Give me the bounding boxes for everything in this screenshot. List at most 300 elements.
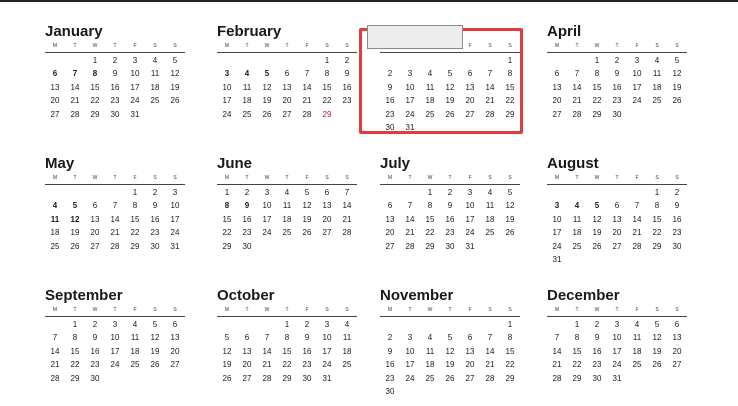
day-cell[interactable]: 14 bbox=[572, 82, 582, 92]
day-cell[interactable]: 8 bbox=[324, 69, 330, 79]
day-cell[interactable]: 10 bbox=[222, 82, 232, 92]
day-cell[interactable]: 10 bbox=[170, 201, 180, 211]
day-cell[interactable]: 28 bbox=[552, 373, 562, 383]
day-cell[interactable]: 6 bbox=[467, 333, 473, 343]
day-cell[interactable]: 16 bbox=[110, 82, 120, 92]
day-cell[interactable]: 16 bbox=[385, 360, 395, 370]
day-cell[interactable]: 19 bbox=[150, 346, 160, 356]
day-cell[interactable]: 27 bbox=[552, 109, 562, 119]
day-cell[interactable]: 17 bbox=[170, 214, 180, 224]
day-cell[interactable]: 30 bbox=[385, 386, 395, 396]
day-cell[interactable]: 16 bbox=[612, 82, 622, 92]
day-cell[interactable]: 10 bbox=[405, 82, 415, 92]
day-cell[interactable]: 26 bbox=[592, 241, 602, 251]
day-cell[interactable]: 28 bbox=[632, 241, 642, 251]
day-cell[interactable]: 2 bbox=[614, 56, 620, 65]
day-cell[interactable]: 19 bbox=[445, 96, 455, 106]
day-cell[interactable]: 18 bbox=[572, 228, 582, 238]
day-cell[interactable]: 27 bbox=[672, 360, 682, 370]
day-cell[interactable]: 6 bbox=[467, 69, 473, 79]
day-cell[interactable]: 11 bbox=[130, 333, 140, 343]
day-cell[interactable]: 2 bbox=[594, 320, 600, 329]
day-cell[interactable]: 19 bbox=[302, 214, 312, 224]
day-cell[interactable]: 17 bbox=[552, 228, 562, 238]
day-cell[interactable]: 7 bbox=[52, 333, 58, 343]
day-cell[interactable]: 12 bbox=[170, 69, 180, 79]
day-cell[interactable]: 23 bbox=[385, 373, 395, 383]
day-cell[interactable]: 6 bbox=[324, 188, 330, 197]
day-cell[interactable]: 1 bbox=[72, 320, 78, 329]
day-cell[interactable]: 8 bbox=[284, 333, 290, 343]
day-cell[interactable]: 21 bbox=[632, 228, 642, 238]
day-cell[interactable]: 15 bbox=[90, 82, 100, 92]
day-cell[interactable]: 7 bbox=[72, 69, 78, 79]
day-cell[interactable]: 1 bbox=[507, 56, 513, 65]
day-cell[interactable]: 2 bbox=[387, 333, 393, 343]
day-cell[interactable]: 26 bbox=[445, 109, 455, 119]
day-cell[interactable]: 25 bbox=[652, 96, 662, 106]
day-cell[interactable]: 22 bbox=[652, 228, 662, 238]
day-cell[interactable]: 30 bbox=[612, 109, 622, 119]
day-cell[interactable]: 8 bbox=[92, 69, 98, 79]
day-cell[interactable]: 23 bbox=[612, 96, 622, 106]
day-cell[interactable]: 21 bbox=[342, 214, 352, 224]
day-cell[interactable]: 2 bbox=[112, 56, 118, 65]
day-cell[interactable]: 30 bbox=[592, 373, 602, 383]
day-cell[interactable]: 11 bbox=[572, 214, 582, 224]
day-cell[interactable]: 10 bbox=[322, 333, 332, 343]
day-cell[interactable]: 9 bbox=[112, 69, 118, 79]
day-cell[interactable]: 23 bbox=[592, 360, 602, 370]
day-cell[interactable]: 28 bbox=[262, 373, 272, 383]
day-cell[interactable]: 12 bbox=[222, 346, 232, 356]
day-cell[interactable]: 1 bbox=[132, 188, 138, 197]
day-cell[interactable]: 20 bbox=[242, 360, 252, 370]
day-cell[interactable]: 13 bbox=[612, 214, 622, 224]
day-cell[interactable]: 17 bbox=[405, 96, 415, 106]
day-cell[interactable]: 30 bbox=[242, 241, 252, 251]
day-cell[interactable]: 19 bbox=[445, 360, 455, 370]
day-cell[interactable]: 13 bbox=[170, 333, 180, 343]
day-cell[interactable]: 3 bbox=[112, 320, 118, 329]
day-cell[interactable]: 29 bbox=[222, 241, 232, 251]
day-cell[interactable]: 25 bbox=[572, 241, 582, 251]
day-cell[interactable]: 7 bbox=[264, 333, 270, 343]
day-cell[interactable]: 19 bbox=[672, 82, 682, 92]
day-cell[interactable]: 17 bbox=[465, 214, 475, 224]
day-cell[interactable]: 9 bbox=[387, 346, 393, 356]
day-cell[interactable]: 8 bbox=[507, 69, 513, 79]
day-cell[interactable]: 13 bbox=[282, 82, 292, 92]
day-cell[interactable]: 4 bbox=[284, 188, 290, 197]
day-cell[interactable]: 7 bbox=[407, 201, 413, 211]
day-cell[interactable]: 31 bbox=[130, 109, 140, 119]
day-cell[interactable]: 12 bbox=[445, 346, 455, 356]
day-cell[interactable]: 27 bbox=[322, 228, 332, 238]
day-cell[interactable]: 3 bbox=[407, 69, 413, 79]
day-cell[interactable]: 20 bbox=[552, 96, 562, 106]
day-cell[interactable]: 29 bbox=[572, 373, 582, 383]
day-cell[interactable]: 29 bbox=[90, 109, 100, 119]
day-cell[interactable]: 26 bbox=[652, 360, 662, 370]
day-cell[interactable]: 5 bbox=[72, 201, 78, 211]
day-cell[interactable]: 1 bbox=[92, 56, 98, 65]
day-cell[interactable]: 1 bbox=[594, 56, 600, 65]
day-cell[interactable]: 21 bbox=[50, 360, 60, 370]
day-cell[interactable]: 6 bbox=[674, 320, 680, 329]
day-cell[interactable]: 19 bbox=[222, 360, 232, 370]
day-cell[interactable]: 14 bbox=[405, 214, 415, 224]
day-cell[interactable]: 29 bbox=[70, 373, 80, 383]
day-cell[interactable]: 28 bbox=[342, 228, 352, 238]
day-cell[interactable]: 18 bbox=[130, 346, 140, 356]
day-cell[interactable]: 12 bbox=[672, 69, 682, 79]
day-cell[interactable]: 15 bbox=[592, 82, 602, 92]
day-cell[interactable]: 18 bbox=[652, 82, 662, 92]
day-cell[interactable]: 17 bbox=[262, 214, 272, 224]
day-cell[interactable]: 27 bbox=[170, 360, 180, 370]
day-cell[interactable]: 23 bbox=[150, 228, 160, 238]
day-cell[interactable]: 7 bbox=[487, 69, 493, 79]
day-cell[interactable]: 13 bbox=[242, 346, 252, 356]
day-cell[interactable]: 25 bbox=[282, 228, 292, 238]
day-cell[interactable]: 18 bbox=[342, 346, 352, 356]
day-cell[interactable]: 25 bbox=[50, 241, 60, 251]
day-cell[interactable]: 17 bbox=[130, 82, 140, 92]
day-cell[interactable]: 15 bbox=[652, 214, 662, 224]
day-cell[interactable]: 30 bbox=[385, 122, 395, 132]
day-cell[interactable]: 22 bbox=[322, 96, 332, 106]
day-cell[interactable]: 22 bbox=[90, 96, 100, 106]
day-cell[interactable]: 14 bbox=[50, 346, 60, 356]
day-cell[interactable]: 26 bbox=[70, 241, 80, 251]
day-cell[interactable]: 7 bbox=[634, 201, 640, 211]
day-cell[interactable]: 25 bbox=[425, 109, 435, 119]
day-cell[interactable]: 10 bbox=[552, 214, 562, 224]
day-cell[interactable]: 22 bbox=[592, 96, 602, 106]
day-cell[interactable]: 1 bbox=[574, 320, 580, 329]
day-cell[interactable]: 31 bbox=[612, 373, 622, 383]
day-cell[interactable]: 27 bbox=[612, 241, 622, 251]
day-cell[interactable]: 16 bbox=[242, 214, 252, 224]
day-cell[interactable]: 17 bbox=[612, 346, 622, 356]
day-cell[interactable]: 16 bbox=[385, 96, 395, 106]
day-cell[interactable]: 13 bbox=[385, 214, 395, 224]
day-cell[interactable]: 3 bbox=[634, 56, 640, 65]
day-cell[interactable]: 5 bbox=[447, 69, 453, 79]
day-cell[interactable]: 1 bbox=[654, 188, 660, 197]
day-cell[interactable]: 5 bbox=[447, 333, 453, 343]
day-cell[interactable]: 29 bbox=[282, 373, 292, 383]
day-cell[interactable]: 11 bbox=[485, 201, 495, 211]
day-cell[interactable]: 9 bbox=[447, 201, 453, 211]
day-cell[interactable]: 10 bbox=[632, 69, 642, 79]
day-cell[interactable]: 13 bbox=[552, 82, 562, 92]
day-cell[interactable]: 28 bbox=[485, 109, 495, 119]
day-cell[interactable]: 2 bbox=[152, 188, 158, 197]
day-cell[interactable]: 16 bbox=[150, 214, 160, 224]
day-cell[interactable]: 10 bbox=[612, 333, 622, 343]
day-cell[interactable]: 11 bbox=[342, 333, 352, 343]
day-cell[interactable]: 12 bbox=[652, 333, 662, 343]
day-cell[interactable]: 8 bbox=[72, 333, 78, 343]
day-cell[interactable]: 1 bbox=[324, 56, 330, 65]
day-cell[interactable]: 12 bbox=[302, 201, 312, 211]
day-cell[interactable]: 10 bbox=[110, 333, 120, 343]
day-cell[interactable]: 18 bbox=[485, 214, 495, 224]
day-cell[interactable]: 23 bbox=[385, 109, 395, 119]
day-cell[interactable]: 13 bbox=[50, 82, 60, 92]
day-cell[interactable]: 24 bbox=[405, 373, 415, 383]
day-cell[interactable]: 16 bbox=[672, 214, 682, 224]
day-cell[interactable]: 16 bbox=[342, 82, 352, 92]
day-cell[interactable]: 25 bbox=[342, 360, 352, 370]
day-cell[interactable]: 21 bbox=[302, 96, 312, 106]
day-cell[interactable]: 9 bbox=[387, 82, 393, 92]
day-cell[interactable]: 24 bbox=[405, 109, 415, 119]
day-cell[interactable]: 31 bbox=[465, 241, 475, 251]
day-cell[interactable]: 24 bbox=[465, 228, 475, 238]
day-cell[interactable]: 24 bbox=[130, 96, 140, 106]
day-cell[interactable]: 19 bbox=[652, 346, 662, 356]
day-cell[interactable]: 28 bbox=[110, 241, 120, 251]
day-cell[interactable]: 3 bbox=[324, 320, 330, 329]
day-cell[interactable]: 10 bbox=[405, 346, 415, 356]
day-cell[interactable]: 19 bbox=[262, 96, 272, 106]
day-cell[interactable]: 11 bbox=[425, 82, 435, 92]
day-cell[interactable]: 21 bbox=[572, 96, 582, 106]
day-cell[interactable]: 5 bbox=[594, 201, 600, 211]
day-cell[interactable]: 18 bbox=[425, 96, 435, 106]
day-cell[interactable]: 18 bbox=[150, 82, 160, 92]
day-cell[interactable]: 13 bbox=[465, 346, 475, 356]
day-cell[interactable]: 8 bbox=[507, 333, 513, 343]
day-cell[interactable]: 22 bbox=[505, 360, 515, 370]
day-cell[interactable]: 6 bbox=[614, 201, 620, 211]
day-cell[interactable]: 11 bbox=[652, 69, 662, 79]
day-cell[interactable]: 20 bbox=[50, 96, 60, 106]
day-cell[interactable]: 12 bbox=[505, 201, 515, 211]
day-cell[interactable]: 24 bbox=[322, 360, 332, 370]
day-cell[interactable]: 2 bbox=[447, 188, 453, 197]
day-cell[interactable]: 26 bbox=[262, 109, 272, 119]
day-cell[interactable]: 15 bbox=[572, 346, 582, 356]
day-cell[interactable]: 6 bbox=[244, 333, 250, 343]
day-cell[interactable]: 19 bbox=[70, 228, 80, 238]
day-cell[interactable]: 15 bbox=[322, 82, 332, 92]
day-cell[interactable]: 23 bbox=[110, 96, 120, 106]
day-cell[interactable]: 29 bbox=[505, 373, 515, 383]
day-cell[interactable]: 15 bbox=[505, 82, 515, 92]
day-cell[interactable]: 20 bbox=[465, 360, 475, 370]
day-cell[interactable]: 6 bbox=[284, 69, 290, 79]
day-cell[interactable]: 6 bbox=[92, 201, 98, 211]
day-cell[interactable]: 7 bbox=[112, 201, 118, 211]
day-cell[interactable]: 3 bbox=[407, 333, 413, 343]
day-cell[interactable]: 5 bbox=[224, 333, 230, 343]
day-cell[interactable]: 23 bbox=[302, 360, 312, 370]
day-cell[interactable]: 27 bbox=[385, 241, 395, 251]
day-cell[interactable]: 3 bbox=[614, 320, 620, 329]
day-cell[interactable]: 24 bbox=[110, 360, 120, 370]
day-cell[interactable]: 22 bbox=[425, 228, 435, 238]
day-cell[interactable]: 4 bbox=[52, 201, 58, 211]
day-cell[interactable]: 14 bbox=[342, 201, 352, 211]
day-cell[interactable]: 9 bbox=[304, 333, 310, 343]
day-cell[interactable]: 17 bbox=[110, 346, 120, 356]
day-cell[interactable]: 14 bbox=[485, 82, 495, 92]
day-cell[interactable]: 4 bbox=[654, 56, 660, 65]
day-cell[interactable]: 24 bbox=[222, 109, 232, 119]
day-cell[interactable]: 3 bbox=[172, 188, 178, 197]
day-cell[interactable]: 9 bbox=[594, 333, 600, 343]
day-cell[interactable]: 29 bbox=[322, 109, 332, 119]
day-cell[interactable]: 7 bbox=[304, 69, 310, 79]
day-cell[interactable]: 26 bbox=[672, 96, 682, 106]
day-cell[interactable]: 8 bbox=[427, 201, 433, 211]
day-cell[interactable]: 19 bbox=[170, 82, 180, 92]
day-cell[interactable]: 31 bbox=[552, 254, 562, 264]
day-cell[interactable]: 1 bbox=[427, 188, 433, 197]
day-cell[interactable]: 11 bbox=[282, 201, 292, 211]
day-cell[interactable]: 14 bbox=[110, 214, 120, 224]
day-cell[interactable]: 25 bbox=[425, 373, 435, 383]
day-cell[interactable]: 15 bbox=[425, 214, 435, 224]
day-cell[interactable]: 18 bbox=[282, 214, 292, 224]
day-cell[interactable]: 17 bbox=[222, 96, 232, 106]
day-cell[interactable]: 20 bbox=[170, 346, 180, 356]
day-cell[interactable]: 24 bbox=[552, 241, 562, 251]
day-cell[interactable]: 15 bbox=[70, 346, 80, 356]
day-cell[interactable]: 4 bbox=[152, 56, 158, 65]
day-cell[interactable]: 22 bbox=[70, 360, 80, 370]
day-cell[interactable]: 27 bbox=[90, 241, 100, 251]
day-cell[interactable]: 22 bbox=[222, 228, 232, 238]
day-cell[interactable]: 26 bbox=[222, 373, 232, 383]
day-cell[interactable]: 5 bbox=[654, 320, 660, 329]
day-cell[interactable]: 16 bbox=[445, 214, 455, 224]
day-cell[interactable]: 2 bbox=[92, 320, 98, 329]
day-cell[interactable]: 28 bbox=[50, 373, 60, 383]
day-cell[interactable]: 30 bbox=[302, 373, 312, 383]
day-cell[interactable]: 9 bbox=[344, 69, 350, 79]
day-cell[interactable]: 10 bbox=[130, 69, 140, 79]
day-cell[interactable]: 4 bbox=[634, 320, 640, 329]
day-cell[interactable]: 2 bbox=[244, 188, 250, 197]
day-cell[interactable]: 11 bbox=[242, 82, 252, 92]
day-cell[interactable]: 5 bbox=[674, 56, 680, 65]
day-cell[interactable]: 27 bbox=[50, 109, 60, 119]
day-cell[interactable]: 17 bbox=[632, 82, 642, 92]
day-cell[interactable]: 31 bbox=[405, 122, 415, 132]
day-cell[interactable]: 14 bbox=[632, 214, 642, 224]
day-cell[interactable]: 22 bbox=[282, 360, 292, 370]
day-cell[interactable]: 31 bbox=[170, 241, 180, 251]
day-cell[interactable]: 15 bbox=[222, 214, 232, 224]
day-cell[interactable]: 25 bbox=[632, 360, 642, 370]
day-cell[interactable]: 14 bbox=[552, 346, 562, 356]
day-cell[interactable]: 8 bbox=[574, 333, 580, 343]
day-cell[interactable]: 30 bbox=[672, 241, 682, 251]
day-cell[interactable]: 25 bbox=[130, 360, 140, 370]
day-cell[interactable]: 4 bbox=[344, 320, 350, 329]
day-cell[interactable]: 20 bbox=[282, 96, 292, 106]
day-cell[interactable]: 22 bbox=[505, 96, 515, 106]
day-cell[interactable]: 6 bbox=[554, 69, 560, 79]
day-cell[interactable]: 28 bbox=[405, 241, 415, 251]
day-cell[interactable]: 19 bbox=[592, 228, 602, 238]
day-cell[interactable]: 5 bbox=[304, 188, 310, 197]
day-cell[interactable]: 21 bbox=[70, 96, 80, 106]
day-cell[interactable]: 12 bbox=[262, 82, 272, 92]
day-cell[interactable]: 21 bbox=[485, 360, 495, 370]
day-cell[interactable]: 24 bbox=[170, 228, 180, 238]
day-cell[interactable]: 23 bbox=[242, 228, 252, 238]
day-cell[interactable]: 30 bbox=[90, 373, 100, 383]
day-cell[interactable]: 3 bbox=[224, 69, 230, 79]
day-cell[interactable]: 21 bbox=[262, 360, 272, 370]
day-cell[interactable]: 10 bbox=[465, 201, 475, 211]
day-cell[interactable]: 5 bbox=[507, 188, 513, 197]
day-cell[interactable]: 13 bbox=[322, 201, 332, 211]
day-cell[interactable]: 2 bbox=[344, 56, 350, 65]
day-cell[interactable]: 17 bbox=[405, 360, 415, 370]
day-cell[interactable]: 22 bbox=[572, 360, 582, 370]
day-cell[interactable]: 12 bbox=[150, 333, 160, 343]
day-cell[interactable]: 4 bbox=[244, 69, 250, 79]
day-cell[interactable]: 13 bbox=[465, 82, 475, 92]
day-cell[interactable]: 26 bbox=[302, 228, 312, 238]
day-cell[interactable]: 7 bbox=[487, 333, 493, 343]
day-cell[interactable]: 11 bbox=[632, 333, 642, 343]
day-cell[interactable]: 23 bbox=[90, 360, 100, 370]
day-cell[interactable]: 7 bbox=[554, 333, 560, 343]
day-cell[interactable]: 25 bbox=[485, 228, 495, 238]
day-cell[interactable]: 15 bbox=[130, 214, 140, 224]
day-cell[interactable]: 4 bbox=[427, 333, 433, 343]
day-cell[interactable]: 20 bbox=[90, 228, 100, 238]
day-cell[interactable]: 5 bbox=[172, 56, 178, 65]
day-cell[interactable]: 26 bbox=[150, 360, 160, 370]
day-cell[interactable]: 17 bbox=[322, 346, 332, 356]
day-cell[interactable]: 2 bbox=[387, 69, 393, 79]
day-cell[interactable]: 9 bbox=[152, 201, 158, 211]
day-cell[interactable]: 29 bbox=[130, 241, 140, 251]
day-cell[interactable]: 13 bbox=[90, 214, 100, 224]
day-cell[interactable]: 23 bbox=[342, 96, 352, 106]
day-cell[interactable]: 18 bbox=[242, 96, 252, 106]
day-cell[interactable]: 28 bbox=[485, 373, 495, 383]
day-cell[interactable]: 5 bbox=[264, 69, 270, 79]
day-cell[interactable]: 10 bbox=[262, 201, 272, 211]
day-cell[interactable]: 6 bbox=[172, 320, 178, 329]
day-cell[interactable]: 3 bbox=[554, 201, 560, 211]
day-cell[interactable]: 6 bbox=[387, 201, 393, 211]
day-cell[interactable]: 4 bbox=[427, 69, 433, 79]
day-cell[interactable]: 4 bbox=[487, 188, 493, 197]
day-cell[interactable]: 1 bbox=[507, 320, 513, 329]
day-cell[interactable]: 13 bbox=[672, 333, 682, 343]
day-cell[interactable]: 6 bbox=[52, 69, 58, 79]
day-cell[interactable]: 26 bbox=[445, 373, 455, 383]
day-cell[interactable]: 25 bbox=[242, 109, 252, 119]
day-cell[interactable]: 12 bbox=[445, 82, 455, 92]
day-cell[interactable]: 21 bbox=[485, 96, 495, 106]
day-cell[interactable]: 11 bbox=[425, 346, 435, 356]
day-cell[interactable]: 4 bbox=[132, 320, 138, 329]
day-cell[interactable]: 11 bbox=[150, 69, 160, 79]
day-cell[interactable]: 29 bbox=[592, 109, 602, 119]
